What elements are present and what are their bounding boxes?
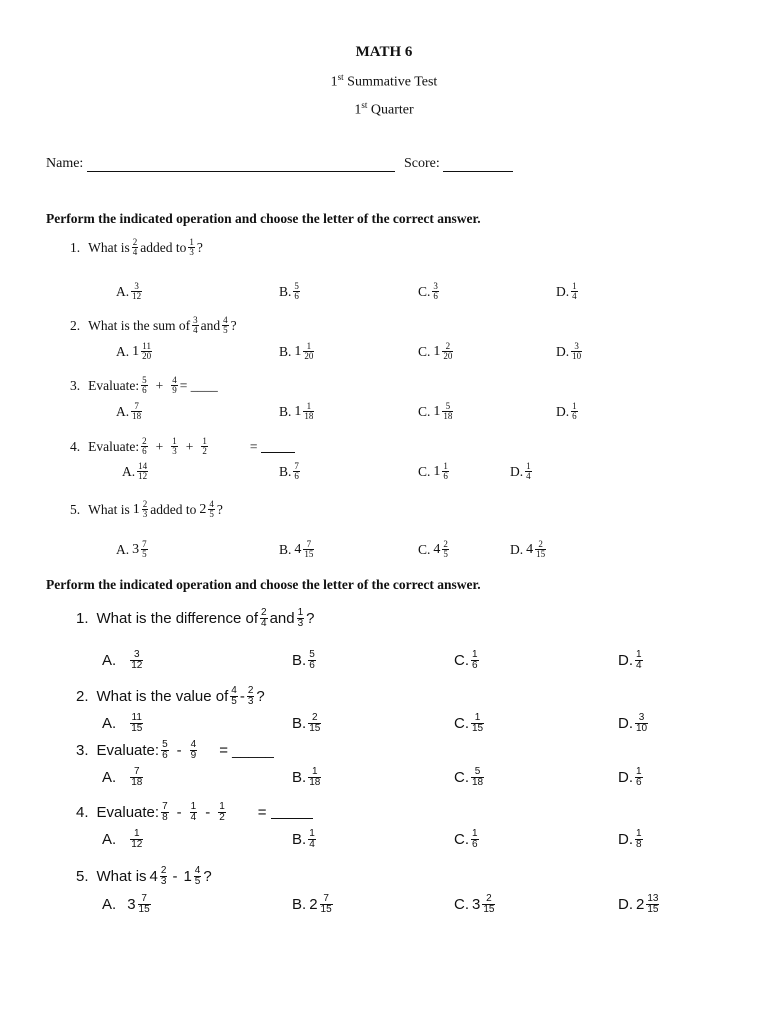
answer-option[interactable]: B. 2 $\frac{7}{15}$ — [292, 893, 332, 915]
answer-option[interactable]: D. $\frac{1}{6}$ — [618, 766, 642, 788]
answer-option[interactable]: B. 1 $\frac{1}{20}$ — [279, 341, 314, 361]
answer-option[interactable]: B. 1 $\frac{1}{18}$ — [279, 401, 314, 421]
page-title: MATH 6 — [355, 44, 413, 60]
answer-option[interactable]: B. $\frac{2}{15}$ — [292, 712, 321, 734]
answer-option[interactable]: C. 4 $\frac{2}{5}$ — [418, 539, 448, 559]
fraction: $\frac{1}{3}$ — [189, 237, 194, 257]
answer-option[interactable]: B. $\frac{1}{18}$ — [292, 766, 321, 788]
answer-blank[interactable] — [261, 440, 295, 453]
name-field[interactable] — [46, 156, 395, 172]
question-1-4: 4. Evaluate: $\frac{2}{6}$ + $\frac{1}{3}$ + $\frac{1}{2}$ = — [70, 437, 295, 456]
answer-option[interactable]: D. $\frac{1}{4}$ — [510, 461, 531, 481]
question-2-5: 5. What is 4 $\frac{2}{3}$ - 1 $\frac{4}{5}$ ? — [76, 865, 212, 887]
instructions-1: Perform the indicated operation and choose the letter of the correct answer. — [46, 211, 481, 226]
answer-blank[interactable] — [271, 806, 313, 819]
answer-option[interactable]: A. $\frac{3}{12}$ — [102, 649, 143, 671]
score-field[interactable] — [404, 156, 513, 172]
quarter-subtitle: 1st Quarter — [354, 100, 414, 118]
answer-option[interactable]: B. $\frac{5}{6}$ — [292, 649, 315, 671]
answer-option[interactable]: B. $\frac{5}{6}$ — [279, 281, 299, 301]
answer-option[interactable]: D. $\frac{3}{10}$ — [618, 712, 648, 734]
answer-option[interactable]: D. $\frac{1}{8}$ — [618, 828, 642, 850]
answer-option[interactable]: C. 1 $\frac{1}{6}$ — [418, 461, 448, 481]
answer-option[interactable]: D. $\frac{1}{6}$ — [556, 401, 577, 421]
answer-option[interactable]: A. $\frac{3}{12}$ — [116, 281, 142, 301]
answer-option[interactable]: D. $\frac{3}{10}$ — [556, 341, 582, 361]
fraction: $\frac{2}{4}$ — [132, 237, 138, 257]
name-label: Name: — [46, 156, 84, 171]
question-1-5: 5. What is 1 $\frac{2}{3}$ added to 2 $\frac{4}{5}$ ? — [70, 499, 223, 519]
answer-option[interactable]: C. $\frac{3}{6}$ — [418, 281, 438, 301]
question-1-1: 1. What is $\frac{2}{4}$ added to $\frac{1}{3}$ ? — [70, 237, 203, 257]
answer-option[interactable]: A. $\frac{7}{18}$ — [116, 401, 142, 421]
answer-option[interactable]: D. 2 $\frac{13}{15}$ — [618, 893, 659, 915]
answer-option[interactable]: D. $\frac{1}{4}$ — [556, 281, 577, 301]
answer-option[interactable]: C. $\frac{1}{6}$ — [454, 828, 478, 850]
answer-option[interactable]: B. $\frac{1}{4}$ — [292, 828, 315, 850]
answer-option[interactable]: C. $\frac{1}{15}$ — [454, 712, 484, 734]
answer-option[interactable]: D. 4 $\frac{2}{15}$ — [510, 539, 546, 559]
answer-option[interactable]: A. 3 $\frac{7}{15}$ — [102, 893, 150, 915]
answer-option[interactable]: D. $\frac{1}{4}$ — [618, 649, 642, 671]
test-subtitle: 1st Summative Test — [330, 72, 438, 90]
question-2-2: 2. What is the value of $\frac{4}{5}$ - $\frac{2}{3}$ ? — [76, 685, 265, 707]
answer-option[interactable]: A. 3 $\frac{7}{5}$ — [116, 539, 147, 559]
answer-option[interactable]: A. $\frac{11}{15}$ — [102, 712, 143, 734]
score-label: Score: — [404, 156, 440, 171]
question-1-3: 3. Evaluate: $\frac{5}{6}$ + $\frac{4}{9}$ = ____ — [70, 375, 218, 395]
question-2-4: 4. Evaluate: $\frac{7}{8}$ - $\frac{1}{4}$ - $\frac{1}{2}$ = — [76, 802, 313, 823]
question-2-3: 3. Evaluate: $\frac{5}{6}$ - $\frac{4}{9}$ = _____ — [76, 739, 274, 761]
answer-option[interactable]: C. 1 $\frac{2}{20}$ — [418, 341, 453, 361]
answer-option[interactable]: A. $\frac{14}{12}$ — [122, 461, 148, 481]
score-blank[interactable] — [443, 157, 513, 172]
name-blank[interactable] — [87, 157, 395, 172]
answer-option[interactable]: C. 1 $\frac{5}{18}$ — [418, 401, 453, 421]
instructions-2: Perform the indicated operation and choose the letter of the correct answer. — [46, 577, 481, 592]
answer-option[interactable]: A. 1 $\frac{11}{20}$ — [116, 341, 152, 361]
answer-option[interactable]: A. $\frac{1}{12}$ — [102, 828, 143, 850]
answer-option[interactable]: B. $\frac{7}{6}$ — [279, 461, 299, 481]
answer-option[interactable]: C. $\frac{1}{6}$ — [454, 649, 478, 671]
answer-option[interactable]: C. 3 $\frac{2}{15}$ — [454, 893, 495, 915]
answer-option[interactable]: C. $\frac{5}{18}$ — [454, 766, 484, 788]
answer-option[interactable]: B. 4 $\frac{7}{15}$ — [279, 539, 314, 559]
answer-option[interactable]: A. $\frac{7}{18}$ — [102, 766, 143, 788]
question-1-2: 2. What is the sum of $\frac{3}{4}$ and $\frac{4}{5}$ ? — [70, 315, 237, 335]
question-2-1: 1. What is the difference of $\frac{2}{4}$ and $\frac{1}{3}$ ? — [76, 607, 315, 629]
